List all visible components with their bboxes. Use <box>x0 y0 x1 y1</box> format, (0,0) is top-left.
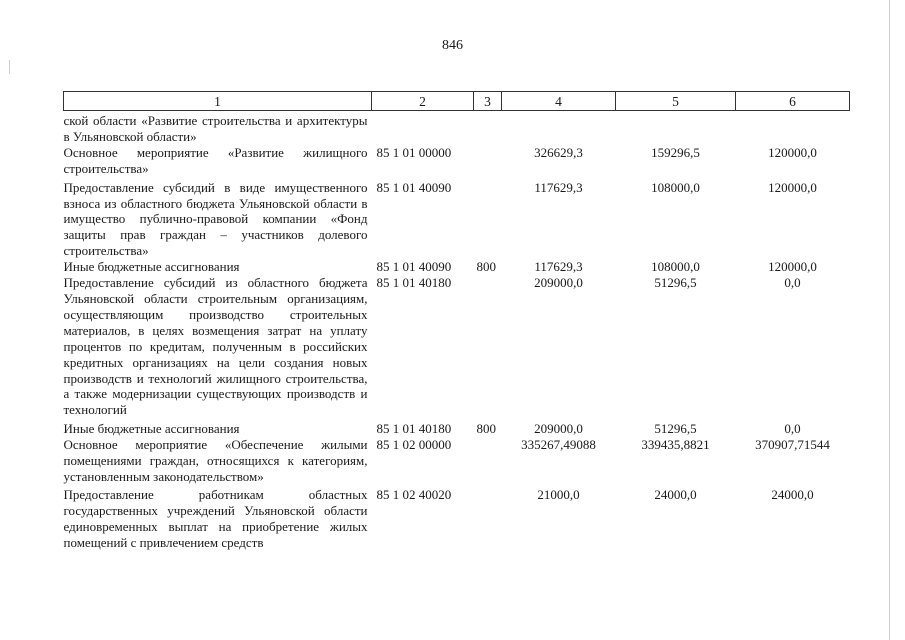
row-value-col6: 0,0 <box>784 275 801 291</box>
header-col-1: 1 <box>64 92 372 111</box>
table-row <box>64 437 850 485</box>
row-group: 800 <box>476 259 496 275</box>
row-value-col4: 209000,0 <box>534 421 583 437</box>
row-value-col6: 24000,0 <box>771 486 814 502</box>
header-col-2: 2 <box>372 92 474 111</box>
row-group <box>474 275 502 418</box>
row-group <box>474 111 502 145</box>
row-value-col5: 159296,5 <box>651 144 700 160</box>
table-row <box>64 485 850 551</box>
row-value-col4: 117629,3 <box>534 259 583 275</box>
row-value-col6: 120000,0 <box>768 144 817 160</box>
row-value-col4: 21000,0 <box>537 486 580 502</box>
table-row <box>64 177 850 260</box>
table-row <box>64 275 850 418</box>
row-name: Предоставление субсидий в виде имущественного взноса из областного бюджета Ульяновской области в имущество публично-правовой компании «Фонд защиты прав граждан – участников долевого строительства» <box>63 179 368 259</box>
page-number: 846 <box>442 38 463 53</box>
row-name: ской области «Развитие строительства и архитектуры в Ульяновской области» <box>63 113 368 144</box>
row-group <box>474 177 502 260</box>
row-name: Предоставление работникам областных государственных учреждений Ульяновской области единовременных выплат на приобретение жилых помещений с привлечением средств <box>63 486 368 550</box>
page-edge-mark <box>9 60 10 74</box>
table-row <box>64 259 850 275</box>
row-code: 85 1 02 40020 <box>376 486 452 502</box>
row-code: 85 1 01 40180 <box>376 275 452 291</box>
row-group: 800 <box>476 421 496 437</box>
row-value-col5: 51296,5 <box>654 275 697 291</box>
header-col-6: 6 <box>736 92 850 111</box>
page-edge-line <box>889 0 890 640</box>
row-value-col6: 120000,0 <box>768 259 817 275</box>
header-col-3: 3 <box>474 92 502 111</box>
row-value-col5: 108000,0 <box>651 259 700 275</box>
row-code: 85 1 01 00000 <box>376 144 452 160</box>
header-col-4: 4 <box>502 92 616 111</box>
table-row <box>64 111 850 145</box>
row-code <box>372 111 474 145</box>
row-code: 85 1 02 00000 <box>376 437 452 453</box>
row-name: Иные бюджетные ассигнования <box>63 259 240 275</box>
row-value-col6: 370907,71544 <box>755 437 830 453</box>
table-row <box>64 145 850 177</box>
row-value-col5: 24000,0 <box>654 486 697 502</box>
row-value-col5: 51296,5 <box>654 421 697 437</box>
row-value-col4: 209000,0 <box>534 275 583 291</box>
table-header-row <box>64 92 850 111</box>
row-value-col4: 117629,3 <box>534 179 583 195</box>
table-row <box>64 418 850 437</box>
row-group <box>474 437 502 485</box>
row-value-col4: 326629,3 <box>534 144 583 160</box>
row-name: Предоставление субсидий из областного бюджета Ульяновской области строительным организациям, осуществляющим производство строительных материалов, в целях возмещения затрат на уплату процентов по кредитам, полученным в российских кредитных организациях на цели создания новых производств и технологий жилищного строительства, а также модернизации существующих производств и технологий <box>63 275 368 418</box>
row-group <box>474 145 502 177</box>
row-code: 85 1 01 40090 <box>376 259 452 275</box>
row-code: 85 1 01 40090 <box>376 179 452 195</box>
budget-table <box>63 91 850 550</box>
row-name: Иные бюджетные ассигнования <box>63 421 240 437</box>
row-value-col5: 339435,8821 <box>641 437 710 453</box>
row-value-col4 <box>502 111 616 145</box>
row-code: 85 1 01 40180 <box>376 421 452 437</box>
row-value-col6: 120000,0 <box>768 179 817 195</box>
row-group <box>474 485 502 551</box>
row-name: Основное мероприятие «Развитие жилищного строительства» <box>63 144 368 176</box>
row-value-col6: 0,0 <box>784 421 801 437</box>
row-value-col6 <box>736 111 850 145</box>
row-value-col4: 335267,49088 <box>521 437 596 453</box>
row-value-col5: 108000,0 <box>651 179 700 195</box>
row-value-col5 <box>616 111 736 145</box>
row-name: Основное мероприятие «Обеспечение жилыми помещениями граждан, относящихся к категориям, установленным законодательством» <box>63 437 368 484</box>
header-col-5: 5 <box>616 92 736 111</box>
